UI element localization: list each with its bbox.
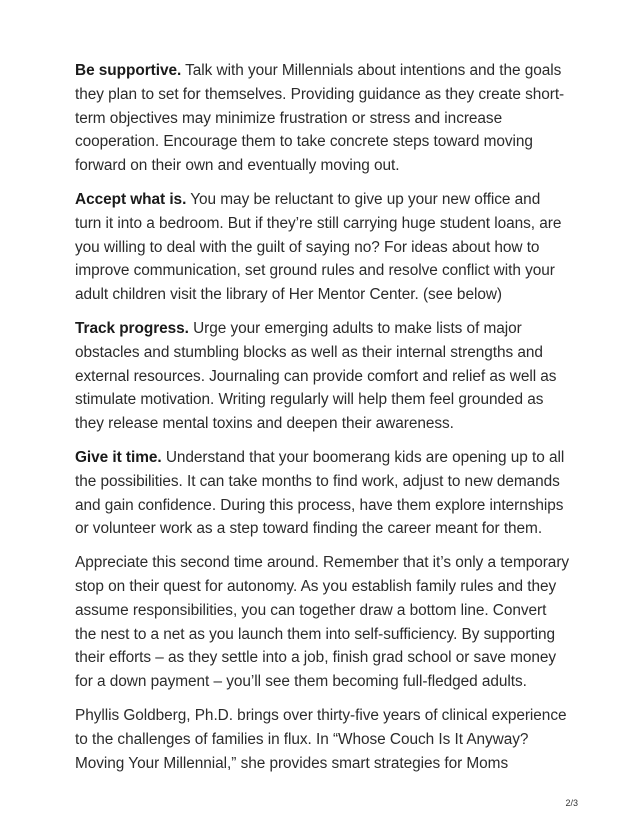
page-number: 2/3 bbox=[565, 798, 578, 808]
paragraph-heading: Track progress. bbox=[75, 319, 189, 337]
paragraph-text: Phyllis Goldberg, Ph.D. brings over thirty-five years of clinical experience to the challenges of families in flux. In “Whose Couch Is It Anyway? Moving Your Millennial,” she provides smart strategies for Moms bbox=[75, 706, 567, 772]
paragraph-be-supportive bbox=[75, 59, 570, 178]
paragraph-text: Talk with your Millennials about intentions and the goals they plan to set for themselves. Providing guidance as they create short-term objectives may minimize frustration or stress and increase cooperation. Encourage them to take concrete steps toward moving forward on their own and eventually moving out. bbox=[75, 62, 565, 175]
paragraph-accept-what-is bbox=[75, 188, 570, 307]
paragraph-heading: Give it time. bbox=[75, 448, 162, 466]
paragraph-text: You may be reluctant to give up your new office and turn it into a bedroom. But if they’re still carrying huge student loans, are you willing to deal with the guilt of saying no? For ideas about how to improve communication, set ground rules and resolve conflict with your adult children visit the library of Her Mentor Center. (see below) bbox=[75, 190, 562, 304]
paragraph-track-progress bbox=[75, 317, 570, 436]
paragraph-author-bio bbox=[75, 704, 570, 775]
article-body bbox=[75, 59, 570, 785]
paragraph-heading: Be supportive. bbox=[75, 62, 182, 79]
paragraph-appreciate bbox=[75, 551, 570, 694]
paragraph-heading: Accept what is. bbox=[75, 190, 187, 208]
paragraph-text: Understand that your boomerang kids are opening up to all the possibilities. It can take months to find work, adjust to new demands and gain confidence. During this process, have them explore internships or volunteer work as a step toward finding the career meant for them. bbox=[75, 448, 565, 538]
paragraph-text: Appreciate this second time around. Remember that it’s only a temporary stop on their quest for autonomy. As you establish family rules and they assume responsibilities, you can together draw a bottom line. Convert the nest to a net as you launch them into self-sufficiency. By supporting their efforts – as they settle into a job, finish grad school or save money for a down payment – you’ll see them becoming full-fledged adults. bbox=[75, 554, 570, 691]
paragraph-text: Urge your emerging adults to make lists of major obstacles and stumbling blocks as well as their internal strengths and external resources. Journaling can provide comfort and relief as well as stimulate motivation. Writing regularly will help them feel grounded as they release mental toxins and deepen their awareness. bbox=[75, 319, 557, 433]
paragraph-give-it-time bbox=[75, 446, 570, 541]
